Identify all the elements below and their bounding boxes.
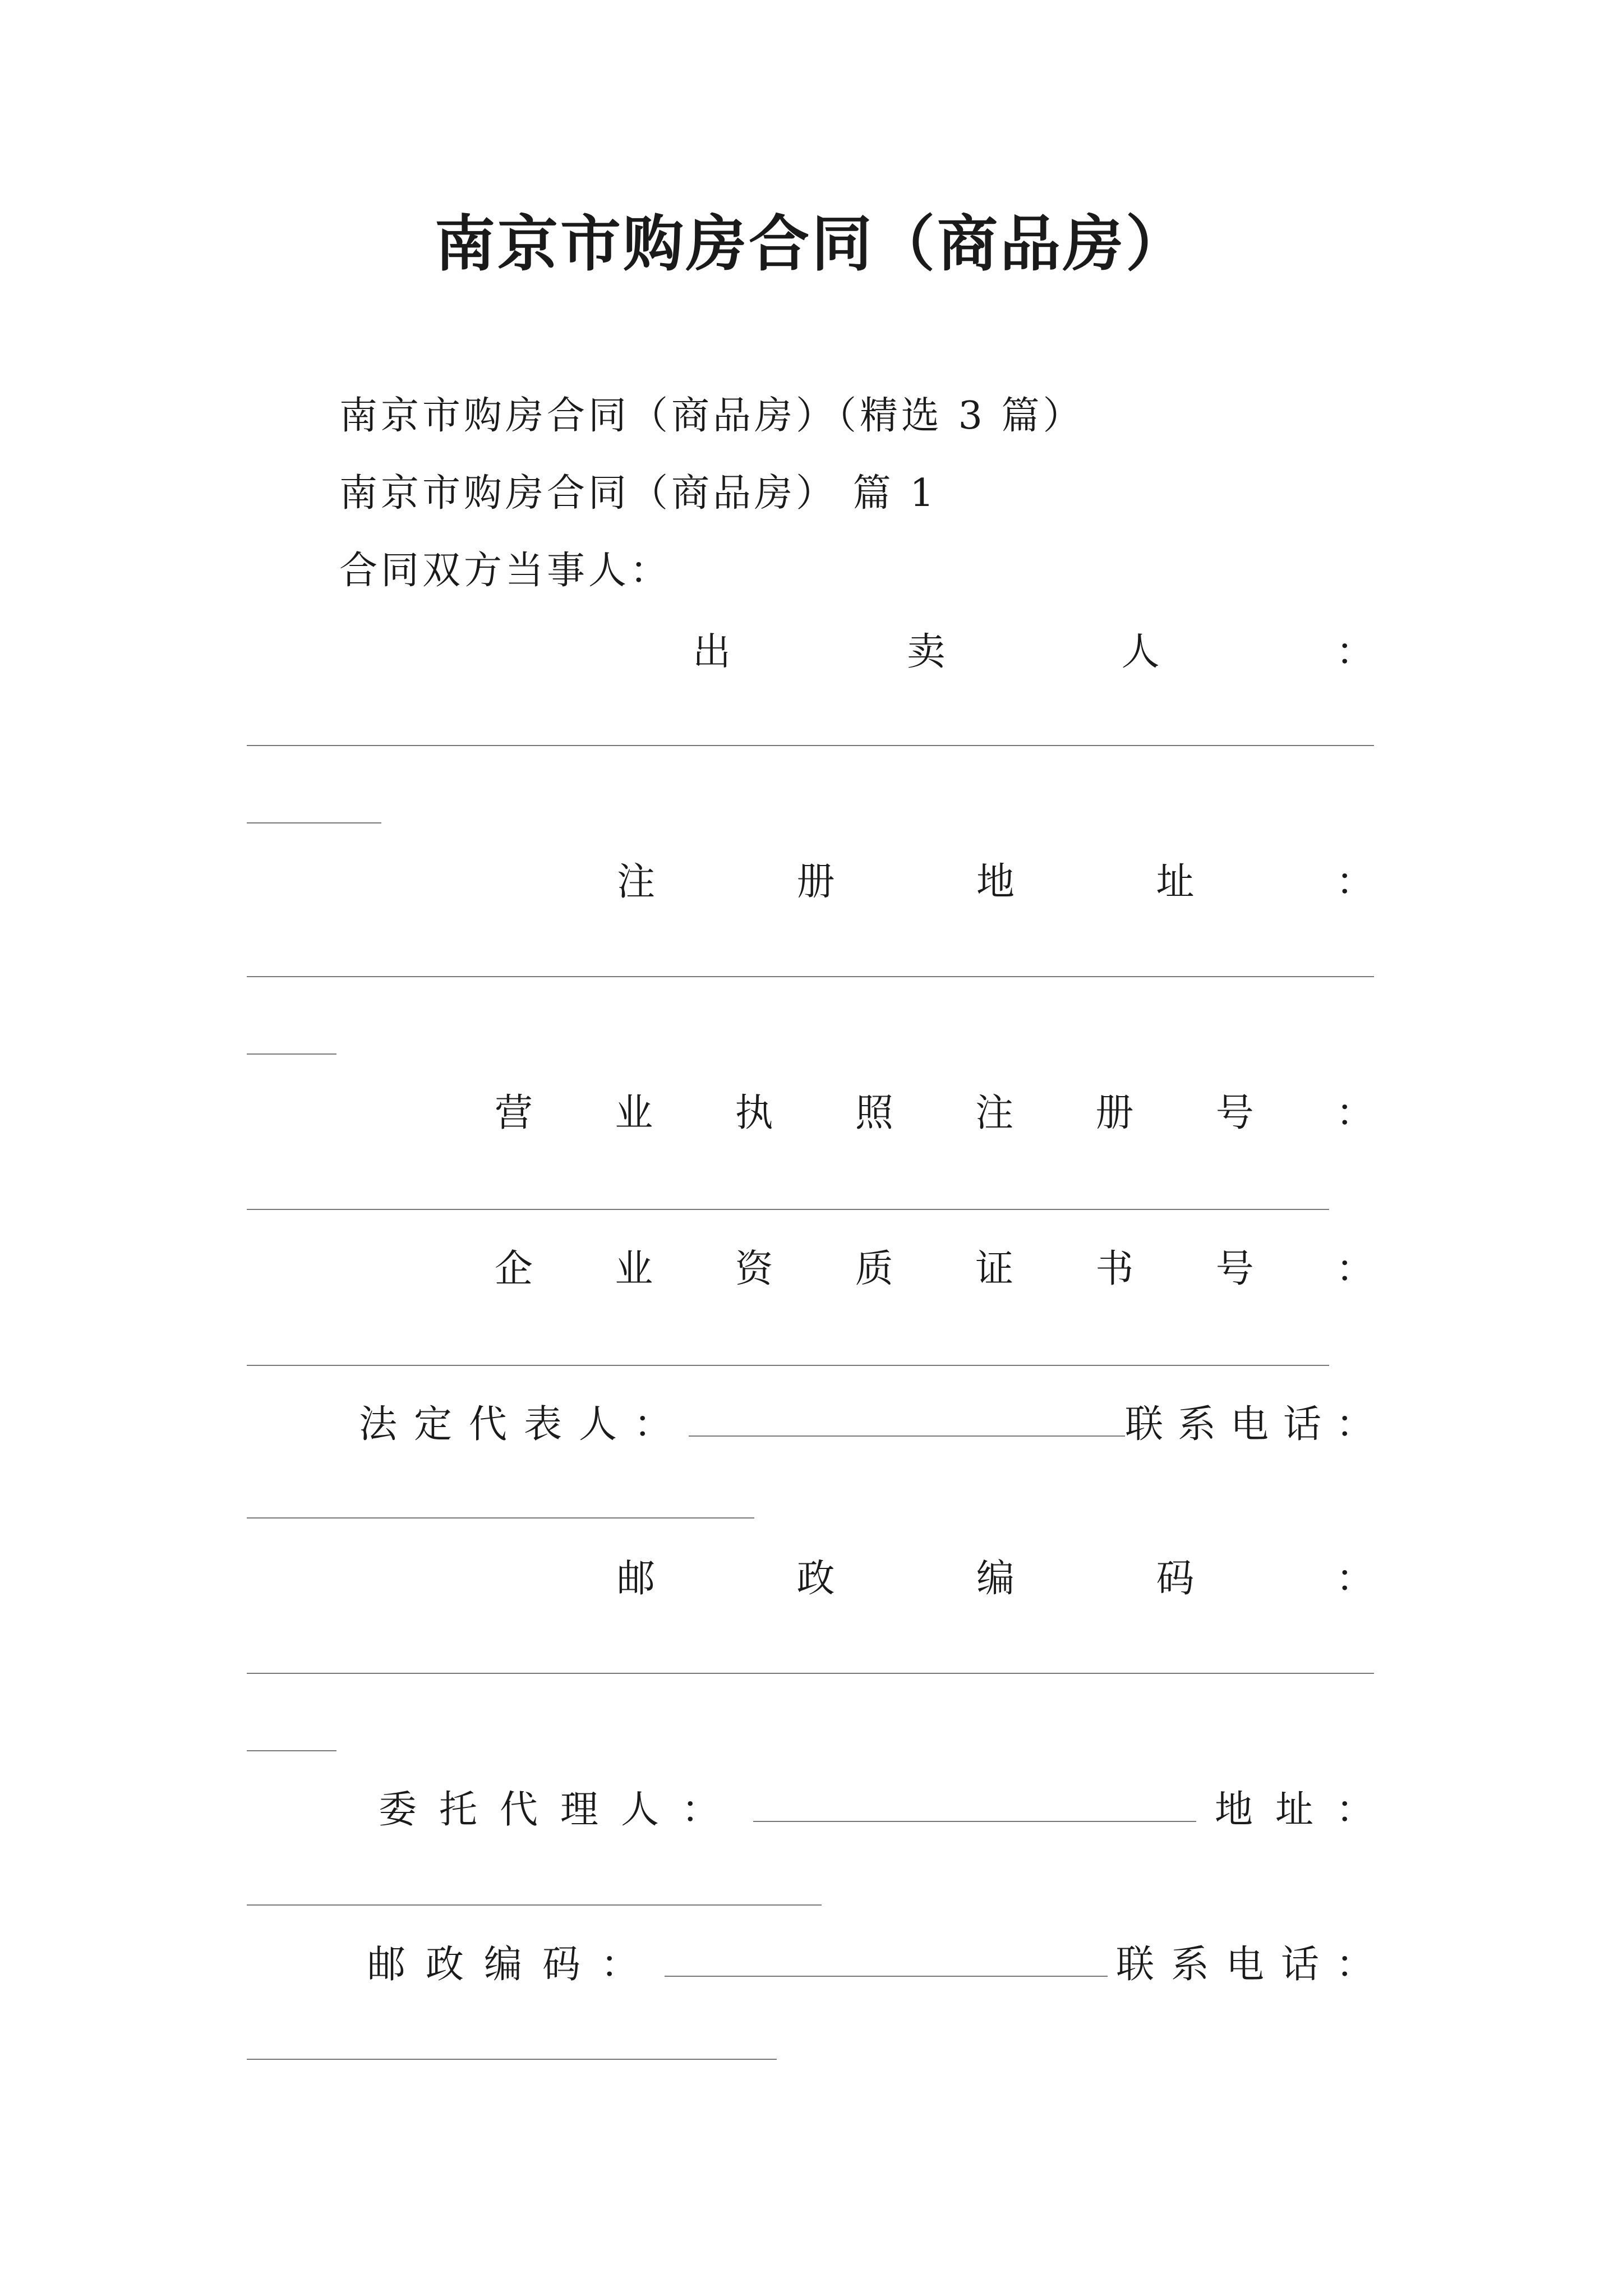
business-license-char: 业 [615,1091,653,1135]
seller-label-char: 出 [693,630,731,674]
legal-representative-row [359,1400,1389,1450]
registered-address-char: 册 [796,860,835,904]
seller-blank-line[interactable] [247,745,1374,746]
seller-blank-line-continued[interactable] [247,822,381,823]
registered-address-blank-line-continued[interactable] [247,1053,336,1055]
agent-address-label: 地址： [1214,1788,1396,1832]
agent-address-blank-line[interactable] [247,1904,822,1906]
business-license-label [495,1088,1374,1139]
business-license-char: 营 [495,1091,533,1135]
seller-label-char: ： [1335,630,1374,674]
postal-code-blank-line-continued[interactable] [247,1750,336,1751]
agent-contact-row [367,1940,1391,1990]
postal-code-char: 码 [1156,1557,1195,1601]
legal-representative-label: 法定代表人： [359,1402,689,1447]
registered-address-blank-line[interactable] [247,976,1374,977]
article-title: 南京市购房合同（商品房） 篇 1 [339,471,938,516]
phone-blank-line[interactable] [247,1517,754,1519]
qualification-cert-char: 书 [1095,1247,1134,1291]
collection-title: 南京市购房合同（商品房）（精选 3 篇） [339,394,1085,438]
business-license-char: 照 [855,1091,893,1135]
qualification-cert-blank-line[interactable] [247,1365,1329,1366]
seller-label-char: 人 [1121,630,1160,674]
agent-phone-blank-line[interactable] [247,2059,777,2060]
agent-phone-label: 联系电话： [1115,1943,1391,1987]
postal-code-char: 政 [796,1557,835,1601]
business-license-char: 册 [1095,1091,1134,1135]
postal-code-label [617,1554,1374,1604]
legal-representative-blank[interactable] [689,1435,1125,1437]
seller-label [693,627,1374,678]
qualification-cert-label [495,1244,1374,1295]
qualification-cert-char: 号 [1215,1247,1254,1291]
agent-postal-label: 邮政编码： [367,1943,660,1987]
qualification-cert-char: 质 [855,1247,893,1291]
registered-address-char: 址 [1156,860,1195,904]
business-license-char: 号 [1215,1091,1254,1135]
qualification-cert-char: 业 [615,1247,653,1291]
business-license-char: 注 [975,1091,1014,1135]
qualification-cert-char: 资 [735,1247,773,1291]
seller-label-char: 卖 [907,630,946,674]
document-title: 南京市购房合同（商品房） [434,209,1188,279]
registered-address-char: ： [1335,860,1374,904]
registered-address-char: 地 [976,860,1015,904]
postal-code-char: 邮 [617,1557,656,1601]
postal-code-char: 编 [976,1557,1015,1601]
parties-label: 合同双方当事人： [339,549,672,593]
agent-postal-blank[interactable] [665,1976,1108,1977]
phone-label: 联系电话： [1124,1402,1389,1447]
qualification-cert-char: 企 [495,1247,533,1291]
business-license-blank-line[interactable] [247,1209,1329,1210]
postal-code-char: ： [1335,1557,1374,1601]
registered-address-label [617,857,1374,908]
qualification-cert-char: ： [1335,1247,1374,1291]
business-license-char: ： [1335,1091,1374,1135]
agent-label: 委托代理人： [379,1788,743,1832]
qualification-cert-char: 证 [975,1247,1014,1291]
agent-blank[interactable] [753,1821,1196,1822]
registered-address-char: 注 [617,860,656,904]
postal-code-blank-line[interactable] [247,1673,1374,1674]
business-license-char: 执 [735,1091,773,1135]
agent-row [379,1785,1396,1835]
